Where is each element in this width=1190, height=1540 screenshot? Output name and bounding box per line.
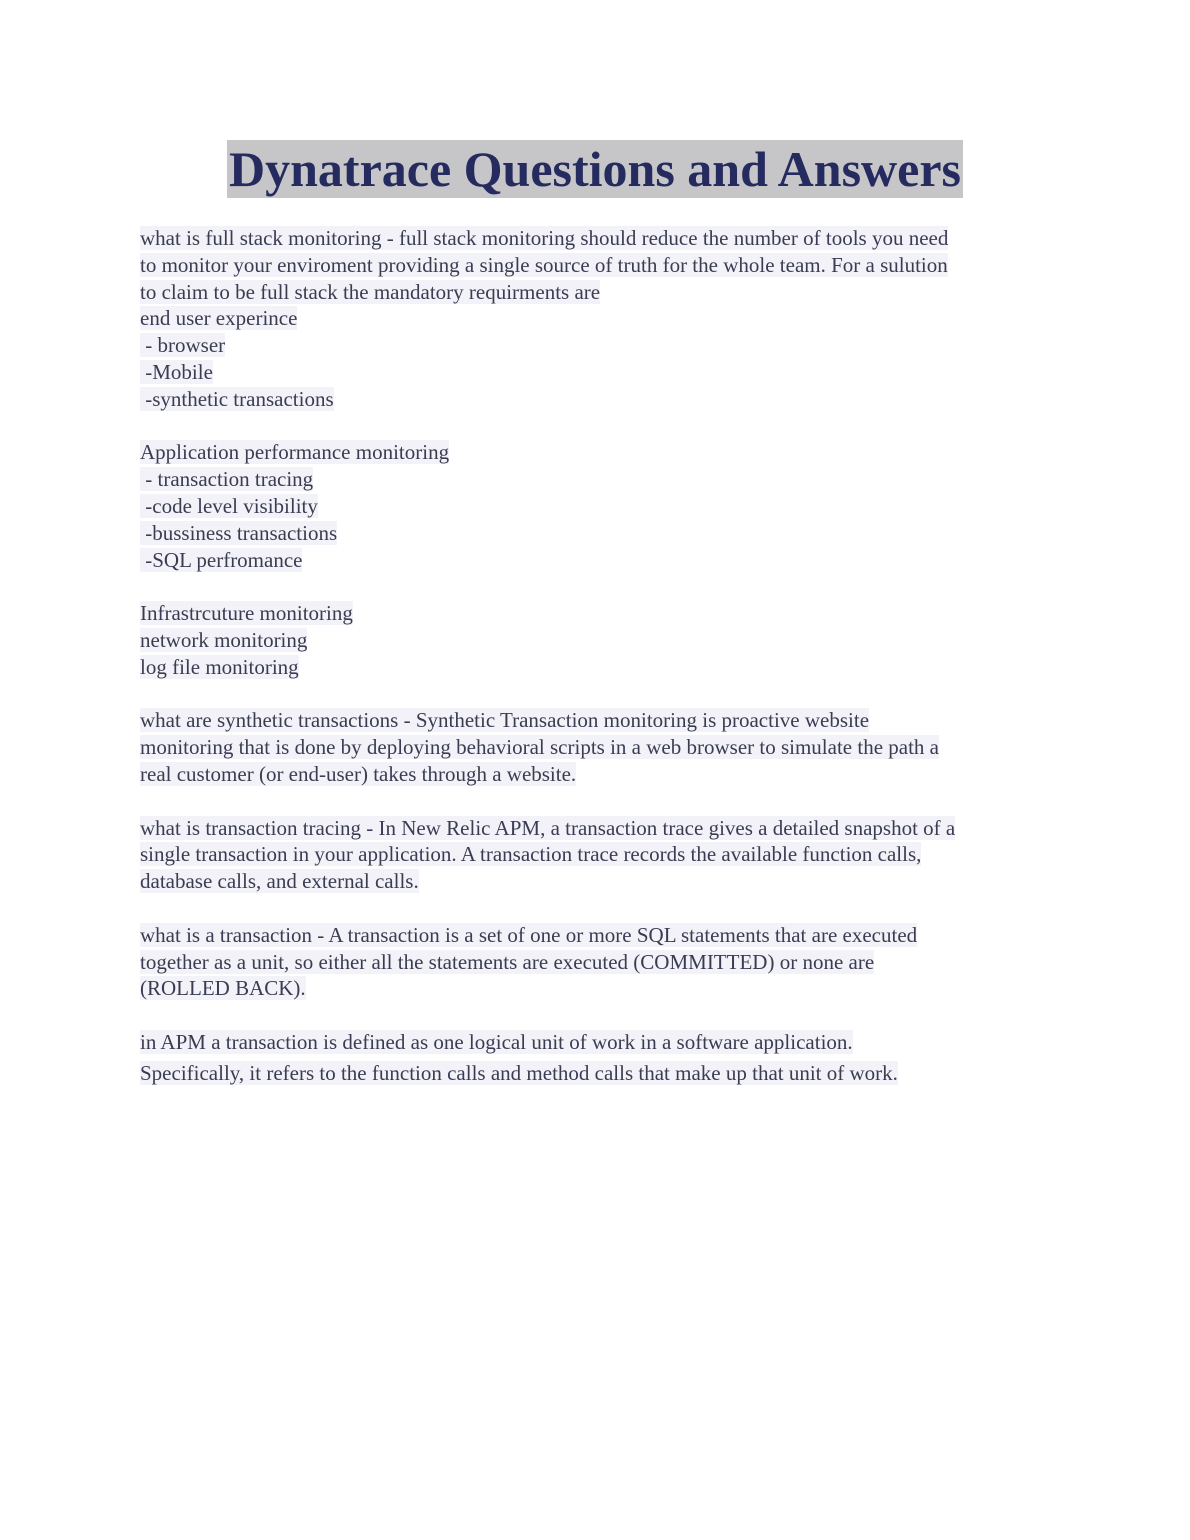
paragraph-gap bbox=[140, 681, 1060, 708]
paragraph-gap bbox=[140, 573, 1060, 600]
text-line: what is a transaction - A transaction is a set of one or more SQL statements that are executed bbox=[140, 922, 918, 947]
list-item: - browser bbox=[140, 333, 226, 358]
text-line: to monitor your enviroment providing a single source of truth for the whole team. For a sulution bbox=[140, 252, 948, 277]
title-container bbox=[0, 140, 1190, 198]
paragraph-gap bbox=[140, 413, 1060, 440]
list-item: -bussiness transactions bbox=[140, 520, 338, 545]
text-line: end user experince bbox=[140, 306, 298, 331]
text-line: log file monitoring bbox=[140, 654, 299, 679]
paragraph-gap bbox=[140, 895, 1060, 922]
text-line: network monitoring bbox=[140, 627, 308, 652]
text-line: Application performance monitoring bbox=[140, 440, 450, 465]
text-line: Specifically, it refers to the function calls and method calls that make up that unit of work. bbox=[140, 1060, 898, 1085]
page-title: Dynatrace Questions and Answers bbox=[229, 141, 961, 197]
paragraph-gap bbox=[140, 788, 1060, 815]
list-item: -synthetic transactions bbox=[140, 386, 334, 411]
text-line: single transaction in your application. A transaction trace records the available function calls, bbox=[140, 842, 922, 867]
text-line: in APM a transaction is defined as one logical unit of work in a software application. bbox=[140, 1029, 853, 1054]
paragraph-gap bbox=[140, 1002, 1060, 1029]
text-line: what are synthetic transactions - Synthetic Transaction monitoring is proactive website bbox=[140, 708, 870, 733]
list-item: -SQL perfromance bbox=[140, 547, 303, 572]
text-line: (ROLLED BACK). bbox=[140, 976, 306, 1001]
text-line: real customer (or end-user) takes through a website. bbox=[140, 761, 577, 786]
text-line: to claim to be full stack the mandatory requirments are bbox=[140, 279, 601, 304]
list-item: - transaction tracing bbox=[140, 467, 314, 492]
document-body bbox=[140, 225, 1060, 1091]
text-line: what is transaction tracing - In New Relic APM, a transaction trace gives a detailed snapshot of a bbox=[140, 815, 956, 840]
text-line: Infrastrcuture monitoring bbox=[140, 601, 353, 626]
text-line: together as a unit, so either all the statements are executed (COMMITTED) or none are bbox=[140, 949, 875, 974]
text-line: what is full stack monitoring - full stack monitoring should reduce the number of tools you need bbox=[140, 226, 949, 250]
list-item: -Mobile bbox=[140, 359, 213, 384]
list-item: -code level visibility bbox=[140, 493, 318, 518]
text-line: monitoring that is done by deploying behavioral scripts in a web browser to simulate the path a bbox=[140, 735, 939, 760]
text-line: database calls, and external calls. bbox=[140, 869, 419, 894]
